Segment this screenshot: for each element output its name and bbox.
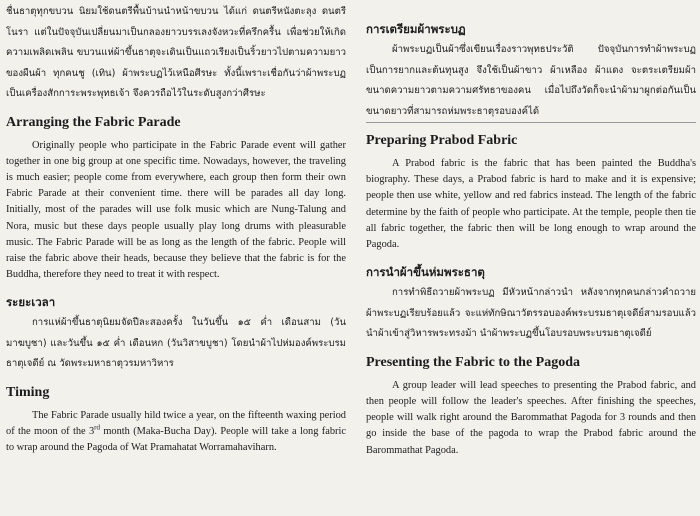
right-column — [366, 2, 696, 459]
divider-line — [366, 122, 696, 123]
duration-thai-paragraph: การแห่ผ้าขึ้นธาตุนิยมจัดปีละสองครั้ง ในวันขึ้น ๑๕ ค่ำ เดือนสาม (วันมาฆบูชา) และวันขึ้น ๑๕ ค่ำ เดือนหก (วันวิสาขบูชา) โดยนำผ้าไปห่มองค์พระบรมธาตุเจดีย์ ณ วัดพระมหาธาตุวรมหาวิหาร — [6, 317, 346, 370]
timing-ordinal-sup: rd — [94, 423, 100, 432]
heading-presenting-fabric: Presenting the Fabric to the Pagoda — [366, 354, 580, 370]
heading-timing: Timing — [6, 384, 50, 400]
left-column — [6, 2, 346, 456]
heading-thai-prepare-fabric: การเตรียมผ้าพระบฏ — [366, 22, 466, 36]
timing-paragraph — [6, 408, 346, 457]
arranging-parade-paragraph: Originally people who participate in the Fabric Parade event will gather together in one big group at one specific time. Nowadays, however, the traveling is much easier; people come from everywhere, each group then form their own Fabric Parade at their convenient time. there will be parades all day long. Initially, most of the parades will use folk music which are Nung-Talung and Nora, music but these days people usually play long drums with pleasurable music. The Fabric Parade will be as long as the length of the fabric. People will raise the fabric above their heads, because they believe that the fabric is for the Buddha, therefore they need to treat it with respect. — [6, 139, 346, 281]
presenting-thai-paragraph: การทำพิธีถวายผ้าพระบฏ มีหัวหน้ากล่าวนำ หลังจากทุกคนกล่าวคำถวายผ้าพระบฏเรียบร้อยแล้ว จะแห่ทักษิณาวัตรรอบองค์พระบรมธาตุเจดีย์สามรอบแล้วนำผ้าเข้าสู่วิหารพระทรงม้า นำผ้าพระบฏขึ้นโอบรอบพระบรมธาตุเจดีย์ — [366, 287, 696, 340]
heading-arranging-parade: Arranging the Fabric Parade — [6, 114, 181, 130]
heading-thai-presenting: การนำผ้าขึ้นห่มพระธาตุ — [366, 265, 485, 280]
heading-thai-duration: ระยะเวลา — [6, 295, 56, 310]
presenting-fabric-paragraph: A group leader will lead speeches to presenting the Prabod fabric, and then people will follow the leader's speeches. After finishing the speeches, people will walk right around the Barommathat Pagoda for 3 rounds and then go inside the base of the pagoda to wrap the Prabod fabric around the Barommathat Pagoda. — [366, 379, 696, 456]
timing-text-a: The Fabric Parade usually hild twice a year, on the fifteenth waxing period of the moon of the 3 — [6, 409, 346, 438]
intro-thai-paragraph: ชื่นธาตุทุกขบวน นิยมใช้ดนตรีพื้นบ้านนำหน้าขบวน ได้แก่ ดนตรีหนังตะลุง ดนตรีโนรา แต่ในปัจจุบันเปลี่ยนมาเป็นกลองยาวบรรเลงจังหวะที่ครึกครื้น เพื่อช่วยให้เกิดความเพลิดเพลิน ขบวนแห่ผ้าขึ้นธาตุจะเดินเป็นแถวเรียงเป็นริ้วยาวไปตามความยาวของผืนผ้า ทุกคนชู (เทิน) ผ้าพระบฏไว้เหนือศีรษะ ทั้งนี้เพราะเชื่อกันว่าผ้าพระบฏเป็นเครื่องสักการะพระพุทธเจ้า จึงควรถือไว้ในระดับสูงกว่าศีรษะ — [6, 6, 346, 99]
heading-preparing-prabod: Preparing Prabod Fabric — [366, 133, 518, 148]
timing-text-b: month (Maka-Bucha Day). People will take a long fabric to wrap around the Pagoda of Wat Pramahatat Worramahaviharn. — [6, 426, 346, 454]
prepare-fabric-thai-paragraph: ผ้าพระบฏเป็นผ้าซึ่งเขียนเรื่องราวพุทธประวัติ ปัจจุบันการทำผ้าพระบฏเป็นการยากและต้นทุนสูง จึงใช้เป็นผ้าขาว ผ้าเหลือง ผ้าแดง จะตระเตรียมผ้าขนาดความยาวตามความศรัทธาของคน เมื่อไปถึงวัดก็จะนำผ้ามาผูกต่อกันเป็นขนาดยาวที่สามารถห่มพระธาตุรอบองค์ได้ — [366, 44, 696, 117]
preparing-prabod-paragraph: A Prabod fabric is the fabric that has been painted the Buddha's biography. These days, a Prabod fabric is hard to make and it is expensive; people then use white, yellow and red fabrics instead. The length of the fabric determine by the faith of people who participate. At the temple, people then tie all fabric together, the fabric then will be long enough to wrap around the Pagoda. — [366, 158, 696, 251]
